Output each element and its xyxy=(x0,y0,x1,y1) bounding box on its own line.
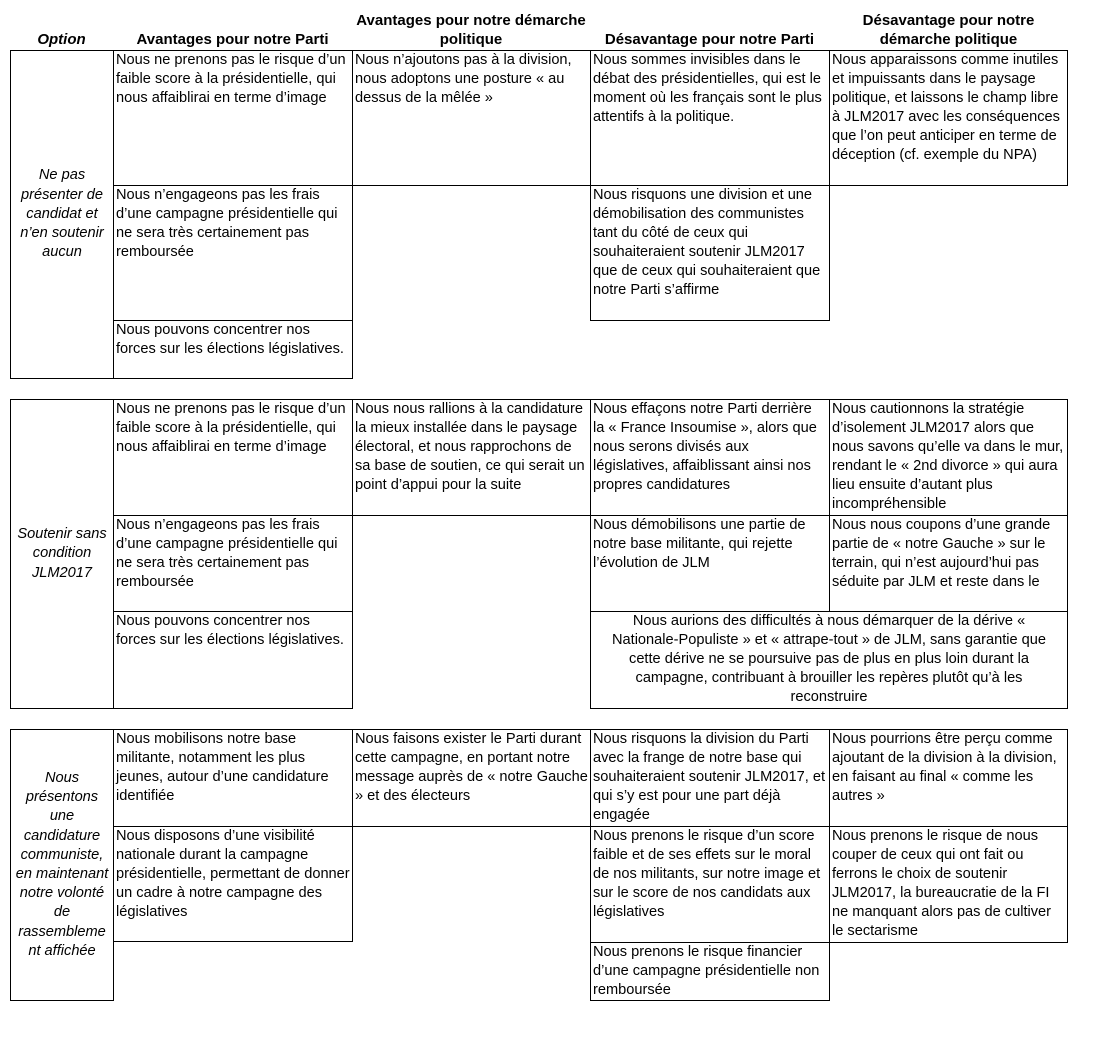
s3-dis-approach-2: Nous prenons le risque de nous couper de ceux qui ont fait ou ferrons le choix de soutenir JLM2017, la bureaucratie de la FI ne manquant alors pas de cultiver le sectarisme xyxy=(829,826,1068,943)
s3-dis-party-1: Nous risquons la division du Parti avec la frange de notre base qui souhaiteraient soutenir JLM2017, et qui s’y est pour une part déjà engagée xyxy=(590,729,830,827)
option-support-jlm2017: Soutenir sans condition JLM2017 xyxy=(10,399,114,709)
s2-adv-party-1: Nous ne prenons pas le risque d’un faible score à la présidentielle, qui nous affaiblirai en terme d’image xyxy=(113,399,353,516)
s2-dis-party-1: Nous effaçons notre Parti derrière la « France Insoumise », alors que nous serons divisés aux législatives, affaiblissant ainsi nos propres candidatures xyxy=(590,399,830,516)
s2-dis-approach-1: Nous cautionnons la stratégie d’isolement JLM2017 alors que nous savons qu’elle va dans le mur, rendant le « 2nd divorce » qui aura lieu ensuite d’autant plus incompréhensible xyxy=(829,399,1068,516)
s2-dis-party-2: Nous démobilisons une partie de notre base militante, qui rejette l’évolution de JLM xyxy=(590,515,830,612)
s1-adv-party-2: Nous n’engageons pas les frais d’une campagne présidentielle qui ne sera très certainement pas remboursée xyxy=(113,185,353,321)
s3-dis-approach-1: Nous pourrions être perçu comme ajoutant de la division à la division, en faisant au final « comme les autres » xyxy=(829,729,1068,827)
s2-adv-party-3: Nous pouvons concentrer nos forces sur les élections législatives. xyxy=(113,611,353,709)
s3-adv-party-1: Nous mobilisons notre base militante, notamment les plus jeunes, autour d’une candidature identifiée xyxy=(113,729,353,827)
s1-dis-party-2: Nous risquons une division et une démobilisation des communistes tant du côté de ceux qui souhaiteraient soutenir JLM2017 que de ceux qui souhaiteraient que notre Parti s’affirme xyxy=(590,185,830,321)
s3-adv-approach-1: Nous faisons exister le Parti durant cette campagne, en portant notre message auprès de « notre Gauche » et des électeurs xyxy=(352,729,591,827)
s1-dis-approach-1: Nous apparaissons comme inutiles et impuissants dans le paysage politique, et laissons le champ libre à JLM2017 avec les conséquences que l’on peut anticiper en terme de déception (cf. exemple du NPA) xyxy=(829,50,1068,186)
s1-adv-party-3: Nous pouvons concentrer nos forces sur les élections législatives. xyxy=(113,320,353,379)
s2-adv-party-2: Nous n’engageons pas les frais d’une campagne présidentielle qui ne sera très certainement pas remboursée xyxy=(113,515,353,612)
s1-dis-party-1: Nous sommes invisibles dans le débat des présidentielles, qui est le moment où les français sont le plus attentifs à la politique. xyxy=(590,50,830,186)
s2-dis-approach-2: Nous nous coupons d’une grande partie de « notre Gauche » sur le terrain, qui n’est aujourd’hui pas séduite par JLM et reste dans le xyxy=(829,515,1068,612)
option-communist-candidate: Nous présentons une candidature communiste, en maintenant notre volonté de rassembleme nt affichée xyxy=(10,729,114,1001)
s1-adv-party-1: Nous ne prenons pas le risque d’un faible score à la présidentielle, qui nous affaiblirai en terme d’image xyxy=(113,50,353,186)
header-option: Option xyxy=(37,31,86,48)
header-adv-approach: Avantages pour notre démarche politique xyxy=(356,12,586,48)
s1-adv-approach-1: Nous n’ajoutons pas à la division, nous adoptons une posture « au dessus de la mêlée » xyxy=(352,50,591,186)
header-dis-party: Désavantage pour notre Parti xyxy=(604,31,815,48)
s3-dis-party-2: Nous prenons le risque d’un score faible et de ses effets sur le moral de nos militants, sur notre image et sur le score de nos candidats aux législatives xyxy=(590,826,830,943)
s3-adv-party-2: Nous disposons d’une visibilité nationale durant la campagne présidentielle, permettant de donner un cadre à notre campagne des législatives xyxy=(113,826,353,942)
s2-dis-merged: Nous aurions des difficultés à nous démarquer de la dérive « Nationale-Populiste » et « attrape-tout » de JLM, sans garantie que cette dérive ne se poursuive pas de plus en plus loin durant la campagne, contribuant à brouiller les repères plutôt qu’à les reconstruire xyxy=(590,611,1068,709)
header-dis-approach: Désavantage pour notre démarche politique xyxy=(862,12,1035,48)
option-no-candidate: Ne pas présenter de candidat et n’en soutenir aucun xyxy=(10,50,114,379)
header-adv-party: Avantages pour notre Parti xyxy=(136,31,329,48)
s3-dis-party-3: Nous prenons le risque financier d’une campagne présidentielle non remboursée xyxy=(590,942,830,1001)
s2-adv-approach-1: Nous nous rallions à la candidature la mieux installée dans le paysage électoral, et nous rapprochons de sa base de soutien, ce qui serait un point d’appui pour la suite xyxy=(352,399,591,516)
